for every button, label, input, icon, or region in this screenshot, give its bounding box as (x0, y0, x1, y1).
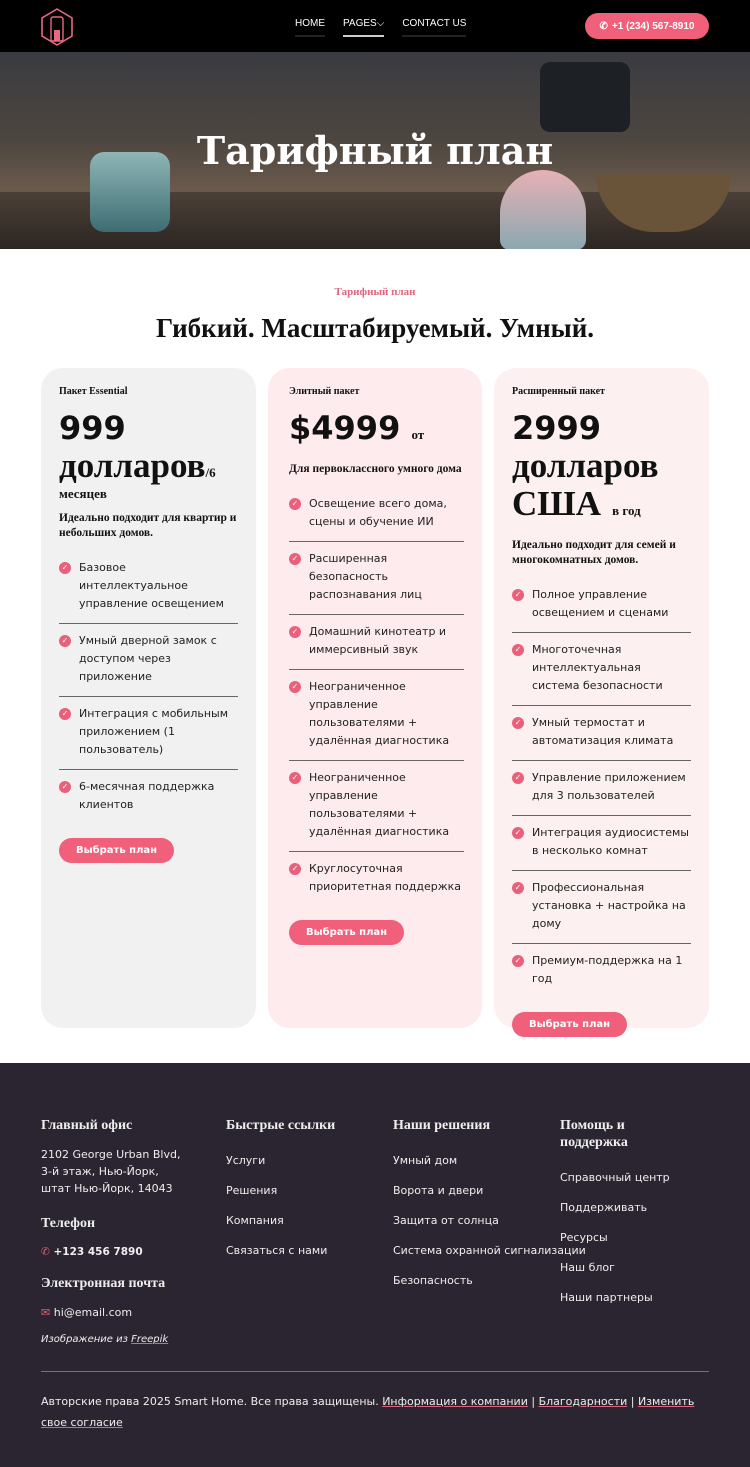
hero-device (540, 62, 630, 132)
feature-item (59, 624, 238, 697)
feature-text: Интеграция аудиосистемы в несколько комнат (532, 826, 689, 857)
price-period: от (411, 427, 425, 442)
check-icon: ✓ (512, 827, 524, 839)
phone-number: +1 (234) 567-8910 (611, 20, 695, 32)
feature-item (512, 633, 691, 706)
plan-card-essential (41, 368, 256, 1028)
nav-contact[interactable]: CONTACT US (402, 18, 466, 37)
feature-text: Профессиональная установка + настройка на дому (532, 881, 686, 930)
mail-icon: ✉ (41, 1306, 51, 1319)
footer-link[interactable]: Защита от солнца (393, 1214, 499, 1227)
footer-link[interactable]: Ресурсы (560, 1231, 608, 1244)
phone-text: +123 456 7890 (53, 1246, 143, 1258)
copyright-text: Авторские права 2025 Smart Home. Все права защищены. (41, 1395, 383, 1408)
about-link[interactable]: Информация о компании (382, 1395, 528, 1408)
plan-price (289, 409, 464, 454)
feature-item (512, 578, 691, 633)
separator: | (527, 1395, 539, 1408)
price-currency: долларов (512, 446, 659, 485)
price-currency: долларов (59, 446, 206, 485)
footer (0, 1063, 750, 1467)
credits-link[interactable]: Благодарности (538, 1395, 628, 1408)
feature-text: Умный термостат и автоматизация климата (532, 716, 674, 747)
feature-item (59, 770, 238, 824)
check-icon: ✓ (289, 772, 301, 784)
email-heading: Электронная почта (41, 1276, 166, 1291)
footer-link[interactable]: Справочный центр (560, 1171, 670, 1184)
footer-divider (41, 1371, 709, 1372)
price-value: $4999 (289, 409, 401, 447)
check-icon: ✓ (512, 644, 524, 656)
section-subtitle: Тарифный план (334, 286, 416, 298)
plan-name: Расширенный пакет (512, 386, 605, 397)
hero-banner (0, 52, 750, 249)
plan-card-elite (268, 368, 482, 1028)
footer-link[interactable]: Наши партнеры (560, 1291, 653, 1304)
feature-text: Интеграция с мобильным приложением (1 пользователь) (79, 707, 229, 756)
footer-link[interactable]: Безопасность (393, 1274, 473, 1287)
feature-item (289, 542, 464, 615)
price-value: 999 (59, 409, 126, 447)
feature-text: Премиум-поддержка на 1 год (532, 954, 683, 985)
credit-text: Изображение из (41, 1334, 132, 1345)
check-icon: ✓ (512, 717, 524, 729)
plan-desc: Для первоклассного умного дома (289, 463, 462, 475)
phone-heading: Телефон (41, 1216, 96, 1231)
feature-text: Домашний кинотеатр и иммерсивный звук (309, 625, 447, 656)
plan-name: Пакет Essential (59, 386, 128, 397)
footer-link[interactable]: Связаться с нами (226, 1244, 328, 1257)
footer-link[interactable]: Поддерживать (560, 1201, 648, 1214)
footer-email[interactable] (41, 1304, 191, 1321)
check-icon: ✓ (289, 626, 301, 638)
help-heading: Помощь и поддержка (560, 1118, 628, 1150)
check-icon: ✓ (59, 708, 71, 720)
feature-text: Управление приложением для 3 пользователей (532, 771, 686, 802)
feature-text: Освещение всего дома, сцены и обучение ИИ (309, 497, 447, 528)
feature-item (289, 761, 464, 852)
footer-link[interactable]: Система охранной сигнализации (393, 1244, 586, 1257)
feature-item (512, 871, 691, 944)
check-icon: ✓ (512, 955, 524, 967)
feature-item (289, 615, 464, 670)
choose-plan-button[interactable]: Выбрать план (289, 920, 404, 945)
check-icon: ✓ (289, 553, 301, 565)
plan-price (59, 409, 238, 492)
plan-desc: Идеально подходит для квартир и небольших домов. (59, 512, 237, 539)
feature-item (59, 551, 238, 624)
feature-item (59, 697, 238, 770)
footer-link[interactable]: Услуги (226, 1154, 266, 1167)
feature-item (512, 706, 691, 761)
image-credit (41, 1331, 191, 1348)
plan-price (512, 409, 691, 530)
feature-text: Расширенная безопасность распознавания лиц (309, 552, 422, 601)
feature-item (512, 761, 691, 816)
feature-text: Круглосуточная приоритетная поддержка (309, 862, 461, 893)
separator: | (627, 1395, 638, 1408)
feature-text: Многоточечная интеллектуальная система безопасности (532, 643, 663, 692)
check-icon: ✓ (512, 772, 524, 784)
logo-icon[interactable] (40, 8, 74, 50)
consent-link[interactable]: Изменить свое согласие (41, 1395, 695, 1429)
check-icon: ✓ (59, 635, 71, 647)
plan-name: Элитный пакет (289, 386, 360, 397)
price-period-2: месяцев (59, 486, 107, 501)
feature-text: Базовое интеллектуальное управление освещением (79, 561, 224, 610)
nav-pages[interactable] (343, 18, 384, 37)
choose-plan-button[interactable]: Выбрать план (512, 1012, 627, 1037)
footer-link[interactable]: Наш блог (560, 1261, 615, 1274)
solutions-heading: Наши решения (393, 1118, 491, 1133)
feature-text: Полное управление освещением и сценами (532, 588, 669, 619)
footer-link[interactable]: Решения (226, 1184, 278, 1197)
check-icon: ✓ (512, 882, 524, 894)
price-period: в год (612, 503, 641, 518)
footer-link[interactable]: Умный дом (393, 1154, 458, 1167)
page-title: Тарифный план (196, 128, 554, 173)
feature-text: Неограниченное управление пользователями + удалённая диагностика (309, 771, 450, 838)
phone-icon: ✆ (599, 20, 608, 32)
phone-button[interactable] (585, 13, 709, 39)
feature-item (289, 852, 464, 906)
office-heading: Главный офис (41, 1118, 133, 1133)
feature-item (289, 487, 464, 542)
footer-phone[interactable] (41, 1244, 191, 1261)
check-icon: ✓ (59, 562, 71, 574)
phone-icon: ✆ (41, 1246, 50, 1258)
hero-lamp (500, 170, 586, 249)
check-icon: ✓ (289, 863, 301, 875)
nav-pages-label: PAGES (343, 18, 377, 29)
section-headline: Гибкий. Масштабируемый. Умный. (155, 313, 595, 343)
chevron-down-icon: ⌵ (376, 18, 385, 29)
price-period: /6 (205, 465, 216, 480)
feature-item (512, 944, 691, 998)
copyright (41, 1391, 701, 1433)
office-address: 2102 George Urban Blvd, 3-й этаж, Нью-Йорк, штат Нью-Йорк, 14043 (41, 1148, 181, 1195)
freepik-link[interactable]: Freepik (131, 1334, 169, 1345)
feature-item (289, 670, 464, 761)
footer-link[interactable]: Ворота и двери (393, 1184, 484, 1197)
check-icon: ✓ (289, 498, 301, 510)
email-text: hi@email.com (53, 1306, 133, 1319)
feature-text: Неограниченное управление пользователями + удалённая диагностика (309, 680, 450, 747)
price-value: 2999 (512, 409, 602, 447)
check-icon: ✓ (512, 589, 524, 601)
check-icon: ✓ (289, 681, 301, 693)
plan-card-advanced (494, 368, 709, 1028)
footer-link[interactable]: Компания (226, 1214, 284, 1227)
nav-home[interactable]: HOME (295, 18, 325, 37)
feature-text: Умный дверной замок с доступом через приложение (79, 634, 217, 683)
check-icon: ✓ (59, 781, 71, 793)
feature-text: 6-месячная поддержка клиентов (79, 780, 215, 811)
price-currency-2: США (512, 484, 601, 523)
feature-item (512, 816, 691, 871)
top-nav (0, 0, 750, 52)
quick-links-heading: Быстрые ссылки (226, 1118, 336, 1133)
plan-desc: Идеально подходит для семей и многокомнатных домов. (512, 539, 676, 566)
choose-plan-button[interactable]: Выбрать план (59, 838, 174, 863)
